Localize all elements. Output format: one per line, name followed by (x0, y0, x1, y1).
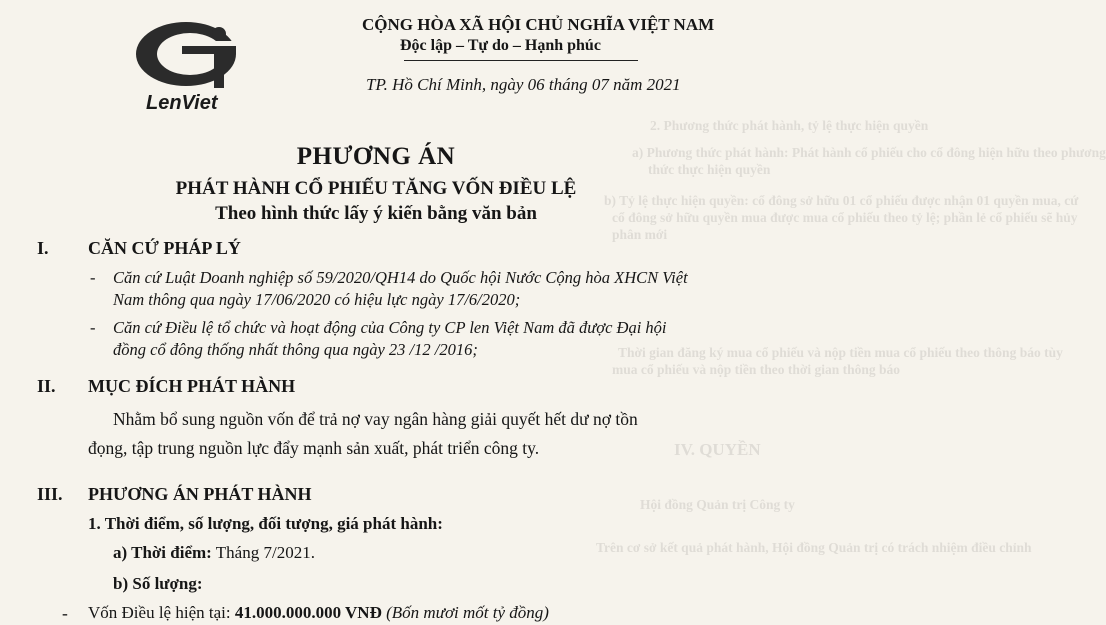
paragraph-text: đọng, tập trung nguồn lực đẩy mạnh sản xuất, phát triển công ty. (88, 438, 540, 458)
list-item-text: Nam thông qua ngày 17/06/2020 có hiệu lực ngày 17/6/2020; (113, 290, 521, 309)
motto-heading: Độc lập – Tự do – Hạnh phúc (400, 37, 601, 54)
capital-label: Vốn Điều lệ hiện tại: (88, 603, 235, 622)
paragraph-text: Nhằm bổ sung nguồn vốn để trả nợ vay ngân hàng giải quyết hết dư nợ tồn (113, 409, 638, 429)
bleed-through-text: IV. QUYỀN (674, 440, 761, 459)
bleed-through-text: thức thực hiện quyền (648, 162, 771, 177)
section-heading: MỤC ĐÍCH PHÁT HÀNH (88, 376, 296, 396)
section-number: II. (37, 376, 56, 396)
logo-mark-icon (132, 14, 252, 112)
capital-words: (Bốn mươi mốt tỷ đồng) (381, 603, 549, 622)
bleed-through-text: a) Phương thức phát hành: Phát hành cổ phiếu cho cổ đông hiện hữu theo phương (632, 145, 1106, 160)
bleed-through-text: Thời gian đăng ký mua cổ phiếu và nộp tiền mua cổ phiếu theo thông báo tùy (618, 345, 1063, 360)
item-b-label: b) Số lượng: (113, 574, 203, 593)
bleed-through-text: b) Tỷ lệ thực hiện quyền: cổ đông sở hữu 01 cổ phiếu được nhận 01 quyền mua, cứ (604, 193, 1079, 208)
section-heading: CĂN CỨ PHÁP LÝ (88, 238, 241, 258)
section-heading: PHƯƠNG ÁN PHÁT HÀNH (88, 484, 312, 504)
list-item-text: Căn cứ Luật Doanh nghiệp số 59/2020/QH14 do Quốc hội Nước Cộng hòa XHCN Việt (113, 268, 688, 287)
logo-wordmark: LenViet (146, 92, 218, 114)
subsection-heading: 1. Thời điểm, số lượng, đối tượng, giá phát hành: (88, 514, 443, 533)
bleed-through-text: mua cổ phiếu và nộp tiền theo thời gian thông báo (612, 362, 901, 377)
item-a (113, 543, 315, 563)
motto-underline (404, 60, 638, 61)
document-subtitle: PHÁT HÀNH CỔ PHIẾU TĂNG VỐN ĐIỀU LỆ (175, 178, 577, 199)
section-number: I. (37, 238, 49, 258)
company-logo (132, 14, 252, 112)
item-a-label: a) Thời điểm: (113, 543, 212, 562)
bleed-through-text: 2. Phương thức phát hành, tỷ lệ thực hiện quyền (650, 118, 929, 133)
bleed-through-text: cổ đông sở hữu quyền mua được mua cổ phiếu theo tỷ lệ; phần lẻ cổ phiếu sẽ hủy (612, 210, 1078, 225)
document-title: PHƯƠNG ÁN (296, 143, 456, 170)
nation-heading: CỘNG HÒA XÃ HỘI CHỦ NGHĨA VIỆT NAM (362, 15, 715, 34)
section-number: III. (37, 484, 63, 504)
item-a-value: Tháng 7/2021. (211, 543, 315, 562)
bleed-through-text: Hội đồng Quản trị Công ty (640, 497, 795, 512)
list-bullet: - (62, 603, 68, 623)
list-bullet: - (90, 268, 96, 287)
bleed-through-text: phân mới (612, 227, 668, 242)
document-subtitle-2: Theo hình thức lấy ý kiến bằng văn bản (215, 203, 537, 224)
list-item-text: Căn cứ Điều lệ tổ chức và hoạt động của Công ty CP len Việt Nam đã được Đại hội (113, 318, 667, 337)
bleed-through-text: Trên cơ sở kết quả phát hành, Hội đồng Quản trị có trách nhiệm điều chỉnh (596, 540, 1032, 555)
list-bullet: - (90, 318, 96, 337)
capital-value: 41.000.000.000 VNĐ (234, 603, 382, 622)
list-item-text: đồng cổ đông thống nhất thông qua ngày 23 /12 /2016; (113, 340, 478, 359)
place-date: TP. Hồ Chí Minh, ngày 06 tháng 07 năm 2021 (366, 75, 681, 94)
capital-line (88, 603, 549, 623)
